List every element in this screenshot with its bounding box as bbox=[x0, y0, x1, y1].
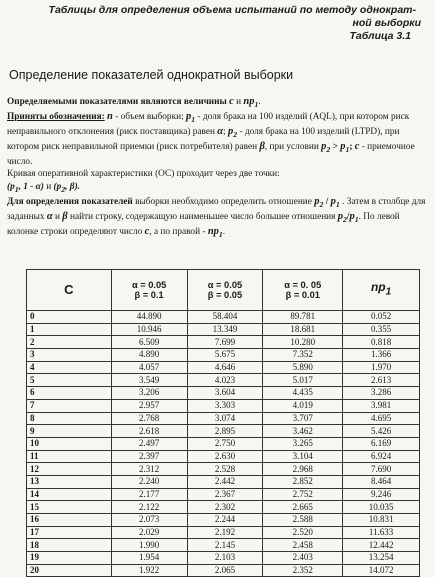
header-alpha05-beta001: α = 0. 05 β = 0.01 bbox=[263, 270, 343, 311]
cell-ratio: 2.895 bbox=[187, 425, 263, 438]
cell-ratio: 2.367 bbox=[187, 488, 263, 501]
cell-ratio: 10.946 bbox=[111, 323, 187, 336]
cell-ratio: 5.017 bbox=[263, 374, 343, 387]
paragraph-procedure: Для определения показателей выборки необходимо определить отношение $p_2 / p_1$ . Затем в столбце для заданных α и β найти строку, содержащую наименьшее число большее отношения $p_2/p_1$. По левой колонке строки определяют число c, а по правой - $np_1$. bbox=[7, 195, 426, 239]
cell-c: 16 bbox=[27, 514, 112, 527]
cell-np1: 6.924 bbox=[343, 450, 420, 463]
cell-ratio: 4.890 bbox=[111, 349, 187, 362]
cell-np1: 11.633 bbox=[343, 526, 420, 539]
cell-ratio: 6.509 bbox=[111, 336, 187, 349]
cell-ratio: 4.646 bbox=[187, 361, 263, 374]
table-row bbox=[27, 399, 420, 412]
cell-ratio: 2.312 bbox=[111, 463, 187, 476]
table-row bbox=[27, 323, 420, 336]
body-text bbox=[7, 96, 429, 241]
cell-np1: 0.355 bbox=[343, 323, 420, 336]
cell-c: 8 bbox=[27, 412, 112, 425]
cell-np1: 3.286 bbox=[343, 387, 420, 400]
cell-np1: 13.254 bbox=[343, 552, 420, 565]
cell-np1: 9.246 bbox=[343, 488, 420, 501]
table-row bbox=[27, 349, 420, 362]
table-row bbox=[27, 488, 420, 501]
cell-ratio: 2.122 bbox=[111, 501, 187, 514]
cell-ratio: 3.206 bbox=[111, 387, 187, 400]
cell-c: 11 bbox=[27, 450, 112, 463]
cell-c: 9 bbox=[27, 425, 112, 438]
table-row bbox=[27, 564, 420, 577]
cell-ratio: 3.303 bbox=[187, 399, 263, 412]
table-row bbox=[27, 552, 420, 565]
cell-c: 5 bbox=[27, 374, 112, 387]
cell-ratio: 2.528 bbox=[187, 463, 263, 476]
table-row bbox=[27, 514, 420, 527]
table-row bbox=[27, 437, 420, 450]
cell-c: 18 bbox=[27, 539, 112, 552]
cell-ratio: 2.497 bbox=[111, 437, 187, 450]
cell-ratio: 2.618 bbox=[111, 425, 187, 438]
header-alpha05-beta005: α = 0.05 β = 0.05 bbox=[187, 270, 263, 311]
cell-ratio: 2.750 bbox=[187, 437, 263, 450]
cell-ratio: 7.352 bbox=[263, 349, 343, 362]
cell-np1: 3.981 bbox=[343, 399, 420, 412]
cell-np1: 14.072 bbox=[343, 564, 420, 577]
cell-np1: 7.690 bbox=[343, 463, 420, 476]
cell-c: 2 bbox=[27, 336, 112, 349]
cell-ratio: 3.549 bbox=[111, 374, 187, 387]
cell-ratio: 4.435 bbox=[263, 387, 343, 400]
table-row bbox=[27, 526, 420, 539]
cell-c: 7 bbox=[27, 399, 112, 412]
header-line-2: ной выборки bbox=[352, 17, 421, 29]
cell-ratio: 2.065 bbox=[187, 564, 263, 577]
cell-c: 12 bbox=[27, 463, 112, 476]
cell-ratio: 1.922 bbox=[111, 564, 187, 577]
table-number: Таблица 3.1 bbox=[349, 30, 411, 42]
cell-ratio: 3.265 bbox=[263, 437, 343, 450]
header-np1: $np_1$ bbox=[343, 270, 420, 311]
cell-ratio: 4.057 bbox=[111, 361, 187, 374]
table-row bbox=[27, 374, 420, 387]
cell-ratio: 2.029 bbox=[111, 526, 187, 539]
table-body bbox=[27, 311, 420, 577]
cell-c: 19 bbox=[27, 552, 112, 565]
cell-ratio: 44.890 bbox=[111, 311, 187, 324]
table-row bbox=[27, 425, 420, 438]
cell-ratio: 2.588 bbox=[263, 514, 343, 527]
sampling-table bbox=[26, 269, 420, 577]
cell-c: 0 bbox=[27, 311, 112, 324]
cell-ratio: 58.404 bbox=[187, 311, 263, 324]
cell-ratio: 2.520 bbox=[263, 526, 343, 539]
cell-ratio: 2.442 bbox=[187, 475, 263, 488]
cell-np1: 0.818 bbox=[343, 336, 420, 349]
paragraph-notation: Приняты обозначения: n - объем выборки; $p_1$ - доля брака на 100 изделий (AQL), при котором риск неправильного отклонения (риск поставщика) равен α; $p_2$ - доля брака на 100 изделий (LTPD), при котором риск неправильной приемки (риск потребителя) равен β, при условии $p_2 > p_1$; c - приемочное число. bbox=[7, 111, 415, 168]
cell-ratio: 2.103 bbox=[187, 552, 263, 565]
cell-ratio: 2.352 bbox=[263, 564, 343, 577]
cell-np1: 1.366 bbox=[343, 349, 420, 362]
cell-ratio: 13.349 bbox=[187, 323, 263, 336]
cell-ratio: 4.023 bbox=[187, 374, 263, 387]
cell-np1: 10.035 bbox=[343, 501, 420, 514]
cell-c: 17 bbox=[27, 526, 112, 539]
cell-c: 20 bbox=[27, 564, 112, 577]
cell-ratio: 3.462 bbox=[263, 425, 343, 438]
paragraph-defined-values: Определяемыми показателями являются величины c и $np_1$. bbox=[7, 96, 261, 109]
header-line-1: Таблицы для определения объема испытаний по методу однократ- bbox=[48, 4, 416, 16]
table-row bbox=[27, 336, 420, 349]
cell-ratio: 2.852 bbox=[263, 475, 343, 488]
table-row bbox=[27, 387, 420, 400]
table-row bbox=[27, 450, 420, 463]
cell-c: 6 bbox=[27, 387, 112, 400]
table-row bbox=[27, 539, 420, 552]
table-row bbox=[27, 361, 420, 374]
cell-ratio: 5.890 bbox=[263, 361, 343, 374]
cell-c: 10 bbox=[27, 437, 112, 450]
cell-ratio: 1.990 bbox=[111, 539, 187, 552]
table-row bbox=[27, 311, 420, 324]
cell-ratio: 4.019 bbox=[263, 399, 343, 412]
cell-c: 13 bbox=[27, 475, 112, 488]
cell-ratio: 2.240 bbox=[111, 475, 187, 488]
cell-ratio: 2.397 bbox=[111, 450, 187, 463]
section-title: Определение показателей однократной выборки bbox=[9, 68, 294, 82]
cell-np1: 1.970 bbox=[343, 361, 420, 374]
cell-ratio: 2.957 bbox=[111, 399, 187, 412]
cell-ratio: 3.104 bbox=[263, 450, 343, 463]
cell-ratio: 3.707 bbox=[263, 412, 343, 425]
header-c: C bbox=[27, 270, 112, 311]
cell-ratio: 2.177 bbox=[111, 488, 187, 501]
cell-ratio: 2.458 bbox=[263, 539, 343, 552]
cell-np1: 5.426 bbox=[343, 425, 420, 438]
paragraph-oc-curve: Кривая оперативной характеристики (ОС) проходит через две точки: bbox=[7, 169, 280, 180]
cell-c: 1 bbox=[27, 323, 112, 336]
cell-ratio: 7.699 bbox=[187, 336, 263, 349]
cell-c: 3 bbox=[27, 349, 112, 362]
cell-np1: 12.442 bbox=[343, 539, 420, 552]
cell-ratio: 3.074 bbox=[187, 412, 263, 425]
table-row bbox=[27, 463, 420, 476]
table-row bbox=[27, 412, 420, 425]
cell-c: 14 bbox=[27, 488, 112, 501]
cell-ratio: 2.630 bbox=[187, 450, 263, 463]
cell-c: 4 bbox=[27, 361, 112, 374]
cell-ratio: 89.781 bbox=[263, 311, 343, 324]
cell-ratio: 2.752 bbox=[263, 488, 343, 501]
cell-ratio: 2.968 bbox=[263, 463, 343, 476]
cell-ratio: 5.675 bbox=[187, 349, 263, 362]
cell-np1: 4.695 bbox=[343, 412, 420, 425]
table-row bbox=[27, 475, 420, 488]
cell-ratio: 2.145 bbox=[187, 539, 263, 552]
cell-np1: 10.831 bbox=[343, 514, 420, 527]
cell-ratio: 2.192 bbox=[187, 526, 263, 539]
cell-ratio: 3.604 bbox=[187, 387, 263, 400]
cell-ratio: 2.244 bbox=[187, 514, 263, 527]
paragraph-points: ($p_1$, 1 - α) и ($p_2$, β). bbox=[7, 181, 80, 194]
cell-ratio: 1.954 bbox=[111, 552, 187, 565]
cell-ratio: 2.403 bbox=[263, 552, 343, 565]
cell-ratio: 2.073 bbox=[111, 514, 187, 527]
table-header-row bbox=[27, 270, 420, 311]
cell-np1: 8.464 bbox=[343, 475, 420, 488]
cell-np1: 2.613 bbox=[343, 374, 420, 387]
cell-ratio: 2.302 bbox=[187, 501, 263, 514]
cell-np1: 0.052 bbox=[343, 311, 420, 324]
page-header bbox=[49, 4, 421, 43]
cell-ratio: 2.768 bbox=[111, 412, 187, 425]
cell-np1: 6.169 bbox=[343, 437, 420, 450]
cell-c: 15 bbox=[27, 501, 112, 514]
cell-ratio: 2.665 bbox=[263, 501, 343, 514]
cell-ratio: 10.280 bbox=[263, 336, 343, 349]
header-alpha05-beta01: α = 0.05 β = 0.1 bbox=[111, 270, 187, 311]
cell-ratio: 18.681 bbox=[263, 323, 343, 336]
table-row bbox=[27, 501, 420, 514]
